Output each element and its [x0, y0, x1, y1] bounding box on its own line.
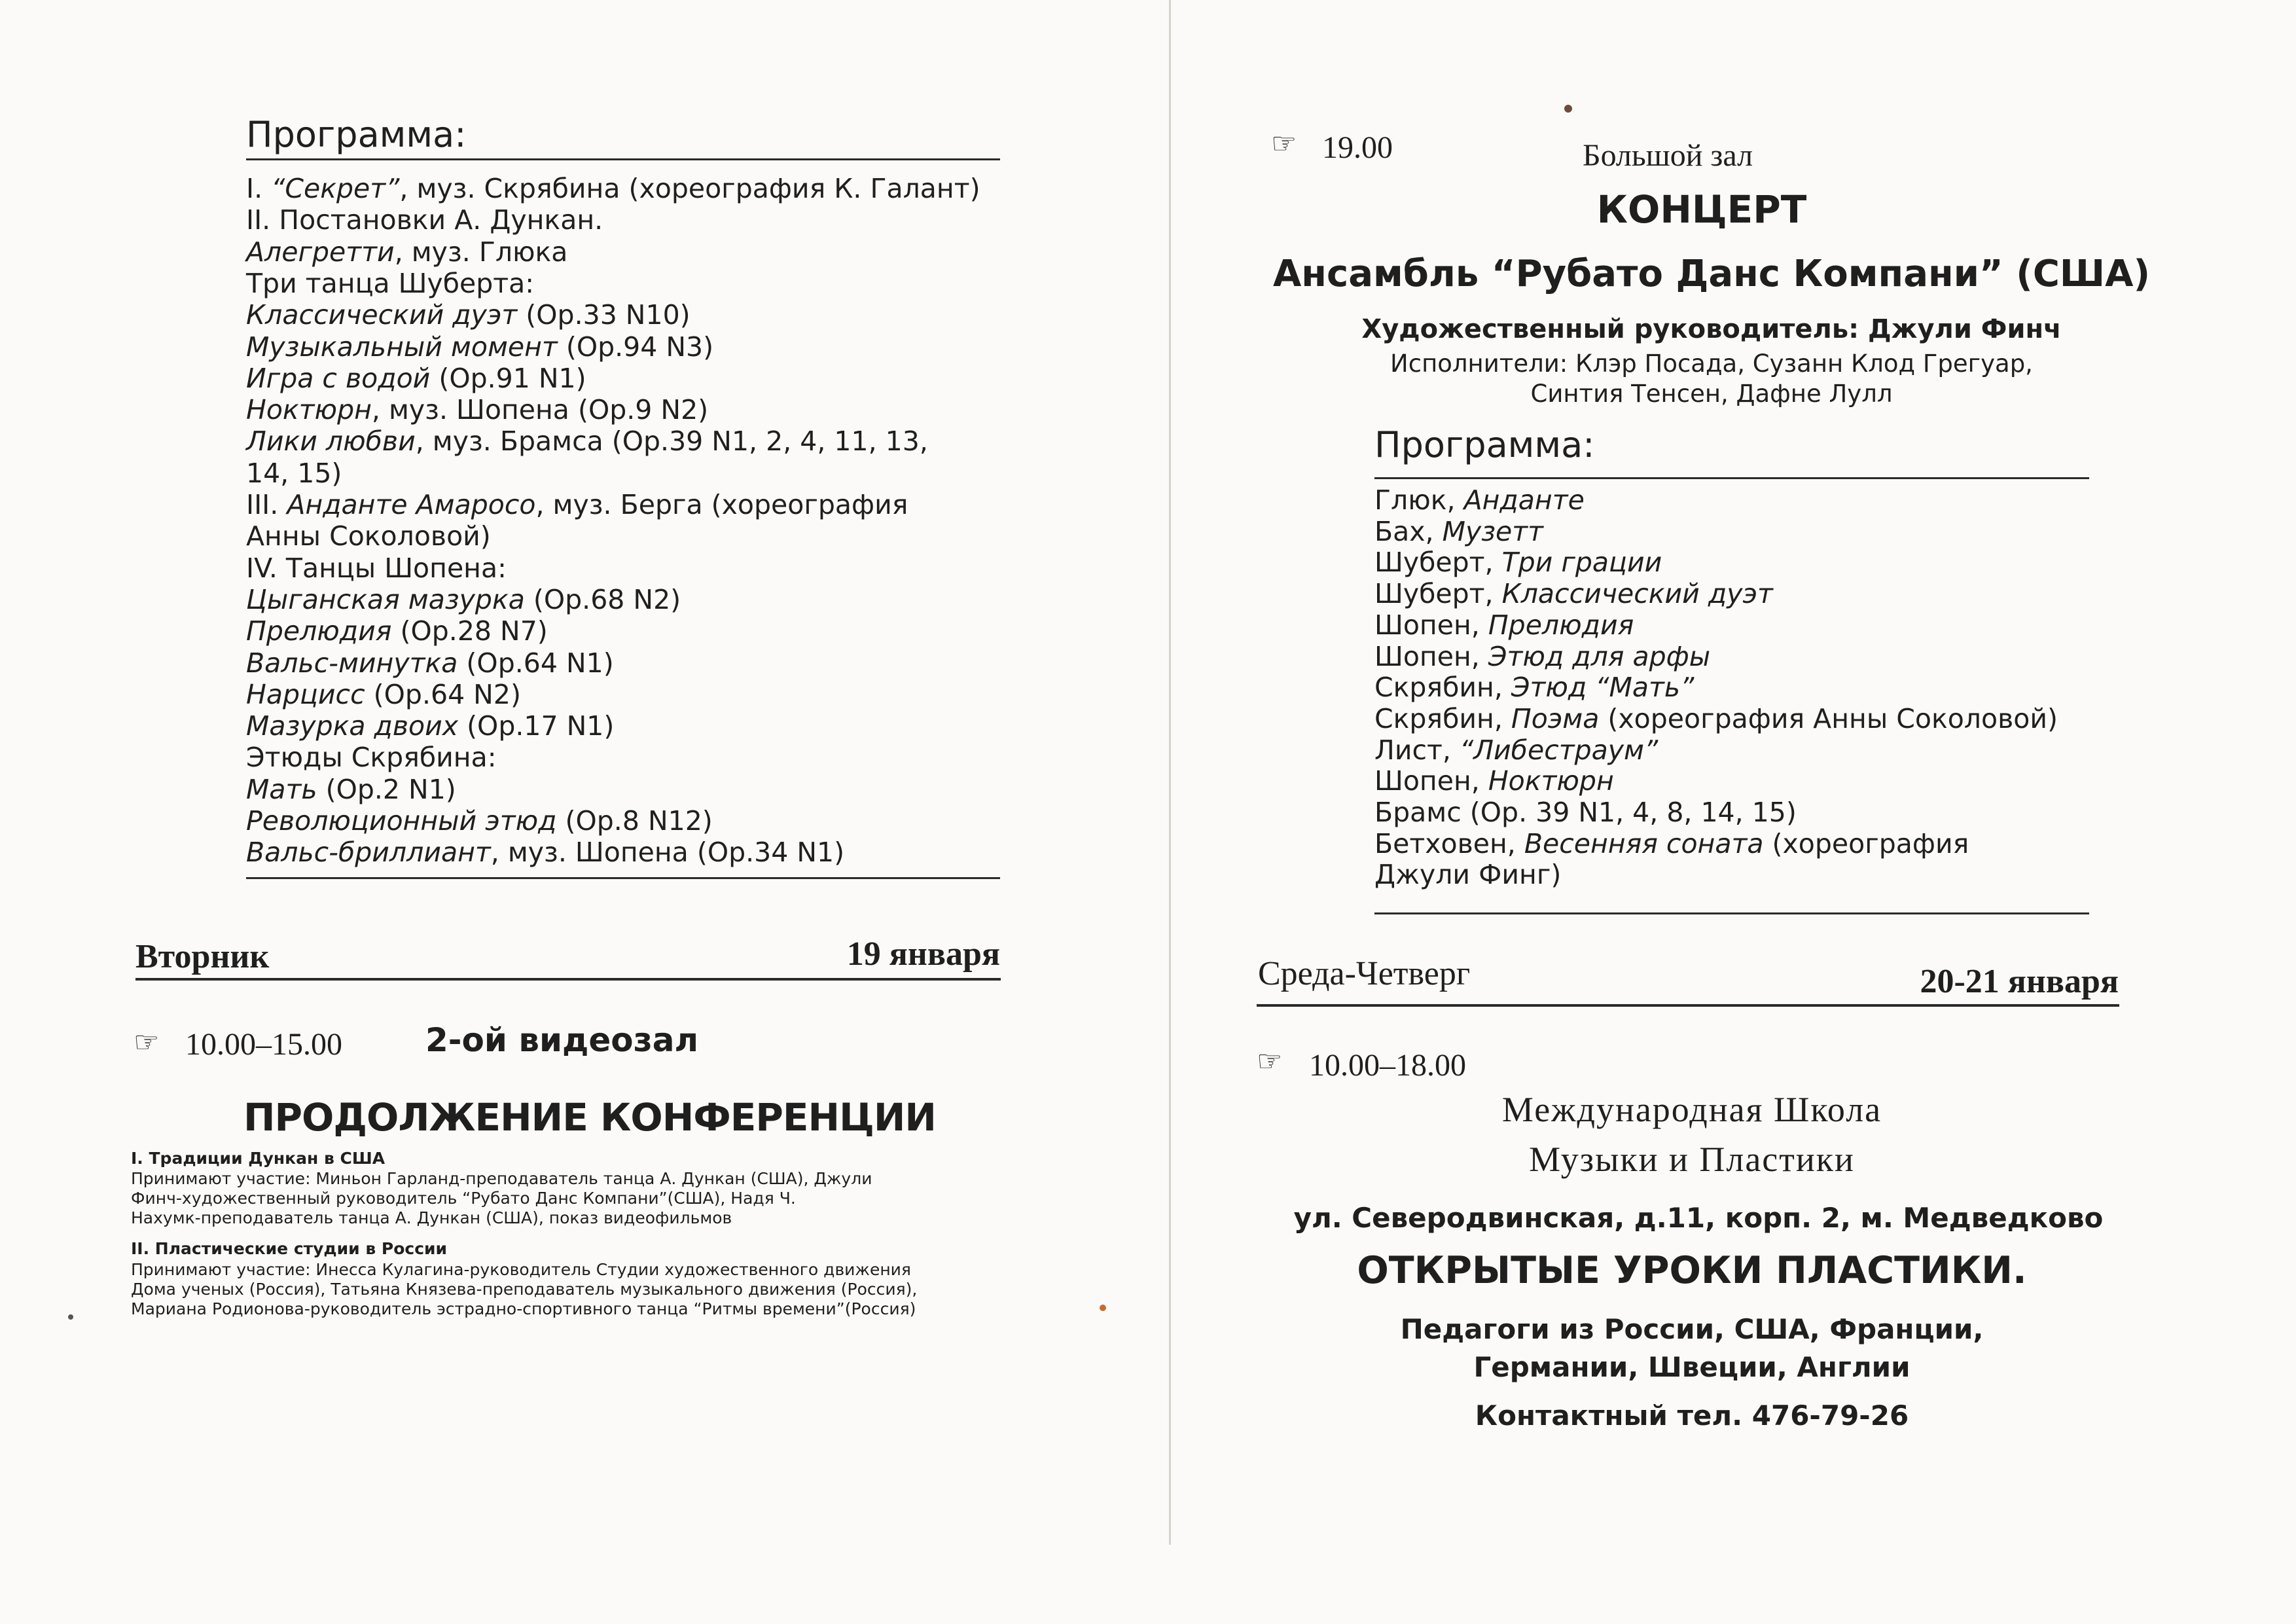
section-line: Принимают участие: Миньон Гарланд-преподаватель танца А. Дункан (США), Джули — [131, 1169, 872, 1188]
program-item-text: Скрябин, — [1374, 702, 1511, 734]
program-item — [246, 742, 497, 773]
program-item-text: (Op.33 N10) — [517, 299, 691, 331]
program-item-title: Цыганская мазурка — [246, 583, 525, 615]
program-item — [1374, 516, 1543, 547]
section-title: II. Пластические студии в России — [131, 1239, 448, 1258]
program-item-title: Игра с водой — [246, 362, 431, 394]
program-item-text: (Op.2 N1) — [317, 773, 456, 805]
program-item-title: Алегретти — [246, 236, 395, 268]
program-item-title: Поэма — [1511, 702, 1600, 734]
program-item — [246, 489, 908, 520]
program-item — [1374, 703, 2058, 734]
lessons-title: ОТКРЫТЫЕ УРОКИ ПЛАСТИКИ. — [1357, 1249, 2027, 1292]
program-item-text: (Op.64 N2) — [365, 678, 521, 710]
program-item-text: Скрябин, — [1374, 672, 1511, 704]
program-item — [246, 837, 844, 868]
program-item — [1374, 672, 1694, 703]
performers: Исполнители: Клэр Посада, Сузанн Клод Грегуар, — [1390, 350, 2033, 378]
program-item — [246, 520, 491, 552]
program-item-title: Ноктюрн — [246, 394, 372, 426]
pointing-hand-icon: ☞ — [1271, 127, 1297, 160]
program-item-text: Этюды Скрябина: — [246, 742, 497, 774]
program-item-title: Прелюдия — [1488, 609, 1634, 641]
program-item — [246, 268, 534, 299]
hall-name: 2-ой видеозал — [425, 1021, 699, 1059]
program-item-text: III. — [246, 489, 287, 520]
program-item-title: Этюд “Мать” — [1511, 672, 1695, 704]
program-item — [246, 647, 614, 679]
program-item — [246, 805, 713, 837]
page-fold — [1169, 0, 1171, 1545]
paper-speck — [1100, 1305, 1106, 1311]
heading-rule — [246, 158, 1000, 160]
program-item-title: Музетт — [1442, 515, 1544, 547]
program-heading: Программа: — [1374, 424, 1595, 465]
teachers: Педагоги из России, США, Франции, — [1400, 1313, 1984, 1345]
program-item-title: Мазурка двоих — [246, 710, 459, 742]
program-item-text: , муз. Шопена (Op.9 N2) — [371, 394, 709, 426]
program-item — [1374, 609, 1634, 641]
program-item — [246, 236, 567, 268]
program-item-title: Революционный этюд — [246, 805, 557, 837]
concert-time: 19.00 — [1322, 130, 1393, 165]
program-item-title: “Либестраум” — [1459, 734, 1659, 766]
heading-rule — [1374, 477, 2089, 479]
program-item-text: I. — [246, 173, 272, 204]
program-item — [246, 710, 614, 742]
program-item-title: Классический дуэт — [246, 299, 518, 331]
program-item-text: (хореография — [1763, 827, 1969, 859]
program-item — [1374, 578, 1773, 609]
day-rule — [135, 978, 1001, 981]
program-item — [246, 774, 456, 805]
school-name: Международная Школа — [1501, 1090, 1882, 1129]
program-item — [246, 552, 507, 584]
program-item-title: Три грации — [1501, 547, 1662, 579]
program-item — [1374, 641, 1710, 672]
program-heading: Программа: — [246, 114, 467, 155]
program-item-title: Весенняя соната — [1524, 827, 1764, 859]
program-item-text: Джули Финг) — [1374, 859, 1562, 891]
program-item-title: Классический дуэт — [1501, 578, 1773, 610]
program-item — [246, 204, 603, 236]
address: ул. Северодвинская, д.11, корп. 2, м. Медведково — [1293, 1202, 2104, 1234]
program-end-rule — [1374, 912, 2089, 914]
program-item-text: Брамс (Op. 39 N1, 4, 8, 14, 15) — [1374, 797, 1797, 828]
program-item-text: Три танца Шуберта: — [246, 267, 535, 299]
session-time: 10.00–18.00 — [1309, 1048, 1466, 1083]
section-title: I. Традиции Дункан в США — [131, 1149, 386, 1168]
ensemble-name: Ансамбль “Рубато Данс Компани” (США) — [1272, 253, 2151, 295]
program-item — [1374, 734, 1658, 766]
program-item — [246, 615, 548, 647]
program-item-text: Шуберт, — [1374, 578, 1502, 610]
program-item-title: Ноктюрн — [1488, 765, 1614, 797]
section-line: Мариана Родионова-руководитель эстрадно-спортивного танца “Ритмы времени”(Россия) — [131, 1299, 916, 1318]
artistic-director: Художественный руководитель: Джули Финч — [1361, 314, 2062, 344]
program-item-text: Анны Соколовой) — [246, 520, 491, 552]
program-item — [1374, 547, 1662, 578]
program-item-title: Этюд для арфы — [1488, 640, 1711, 672]
hall-name: Большой зал — [1583, 138, 1753, 173]
section-line: Нахумк-преподаватель танца А. Дункан (США), показ видеофильмов — [131, 1208, 732, 1227]
program-item-text: II. Постановки А. Дункан. — [246, 204, 603, 236]
program-item — [246, 679, 521, 710]
program-item-text: , муз. Берга (хореография — [535, 489, 908, 520]
program-item-text: Шопен, — [1374, 640, 1488, 672]
program-item — [1374, 797, 1797, 828]
program-item-text: (Op.8 N12) — [556, 805, 713, 837]
day-date: 20-21 января — [1920, 963, 2119, 1000]
program-item-title: Вальс-минутка — [246, 647, 458, 679]
program-item-text: Шопен, — [1374, 609, 1488, 641]
program-item-text: (хореография Анны Соколовой) — [1599, 702, 2058, 734]
session-time: 10.00–15.00 — [185, 1027, 342, 1062]
program-item-title: “Секрет” — [271, 173, 400, 204]
program-item — [246, 425, 928, 457]
program-item-text: Шопен, — [1374, 765, 1488, 797]
program-item — [246, 394, 708, 425]
program-item — [1374, 765, 1614, 797]
program-item-text: (Op.68 N2) — [524, 583, 681, 615]
program-item — [246, 363, 586, 394]
paper-speck — [1564, 105, 1572, 113]
program-item-title: Вальс-бриллиант — [246, 837, 491, 869]
section-line: Дома ученых (Россия), Татьяна Князева-преподаватель музыкального движения (Россия), — [131, 1280, 918, 1299]
section-line: Финч-художественный руководитель “Рубато Данс Компани”(США), Надя Ч. — [131, 1189, 796, 1208]
program-item-text: , муз. Скрябина (хореография К. Галант) — [399, 173, 980, 204]
program-item-text: , муз. Шопена (Op.34 N1) — [490, 837, 845, 869]
program-end-rule — [246, 877, 1000, 879]
day-name: Вторник — [135, 938, 270, 975]
program-item-text: Бах, — [1374, 515, 1443, 547]
day-name: Среда-Четверг — [1258, 955, 1471, 992]
program-item-title: Лики любви — [246, 425, 416, 458]
section-line: Принимают участие: Инесса Кулагина-руководитель Студии художественного движения — [131, 1260, 911, 1279]
program-item — [1374, 859, 1561, 890]
program-item — [246, 299, 691, 331]
program-item-text: Бетховен, — [1374, 827, 1524, 859]
program-item-text: Глюк, — [1374, 484, 1464, 516]
program-item-text: (Op.94 N3) — [557, 331, 714, 363]
program-item — [246, 458, 342, 489]
pointing-hand-icon: ☞ — [134, 1026, 160, 1059]
program-item-title: Прелюдия — [246, 615, 392, 647]
program-item-title: Анданте — [1463, 484, 1585, 516]
event-type: КОНЦЕРТ — [1596, 187, 1807, 232]
program-item-text: Шуберт, — [1374, 547, 1502, 579]
program-item-text: , муз. Брамса (Op.39 N1, 2, 4, 11, 13, — [415, 425, 928, 458]
program-item-text: (Op.17 N1) — [458, 710, 615, 742]
program-item-title: Музыкальный момент — [246, 331, 558, 363]
program-item-title: Нарцисс — [246, 678, 365, 710]
program-item-text: IV. Танцы Шопена: — [246, 552, 507, 584]
event-title: ПРОДОЛЖЕНИЕ КОНФЕРЕНЦИИ — [243, 1095, 936, 1140]
program-item-title: Мать — [246, 773, 317, 805]
school-name: Музыки и Пластики — [1529, 1140, 1855, 1179]
program-item — [1374, 828, 1969, 859]
program-item — [1374, 484, 1585, 516]
program-item-title: Анданте Амаросо — [287, 489, 536, 520]
pointing-hand-icon: ☞ — [1257, 1045, 1283, 1078]
program-item-text: 14, 15) — [246, 457, 342, 489]
day-rule — [1257, 1004, 2119, 1007]
teachers: Германии, Швеции, Англии — [1473, 1351, 1910, 1383]
program-item-text: Лист, — [1374, 734, 1460, 766]
program-item-text: (Op.64 N1) — [457, 647, 614, 679]
performers: Синтия Тенсен, Дафне Лулл — [1530, 380, 1893, 408]
paper-speck — [68, 1314, 73, 1320]
program-item — [246, 331, 713, 363]
program-item-text: (Op.91 N1) — [430, 362, 586, 394]
program-item — [246, 173, 980, 204]
program-item — [246, 584, 681, 615]
program-item-text: , муз. Глюка — [394, 236, 568, 268]
contact-phone: Контактный тел. 476-79-26 — [1475, 1399, 1909, 1432]
day-date: 19 января — [846, 935, 1000, 973]
program-item-text: (Op.28 N7) — [391, 615, 548, 647]
